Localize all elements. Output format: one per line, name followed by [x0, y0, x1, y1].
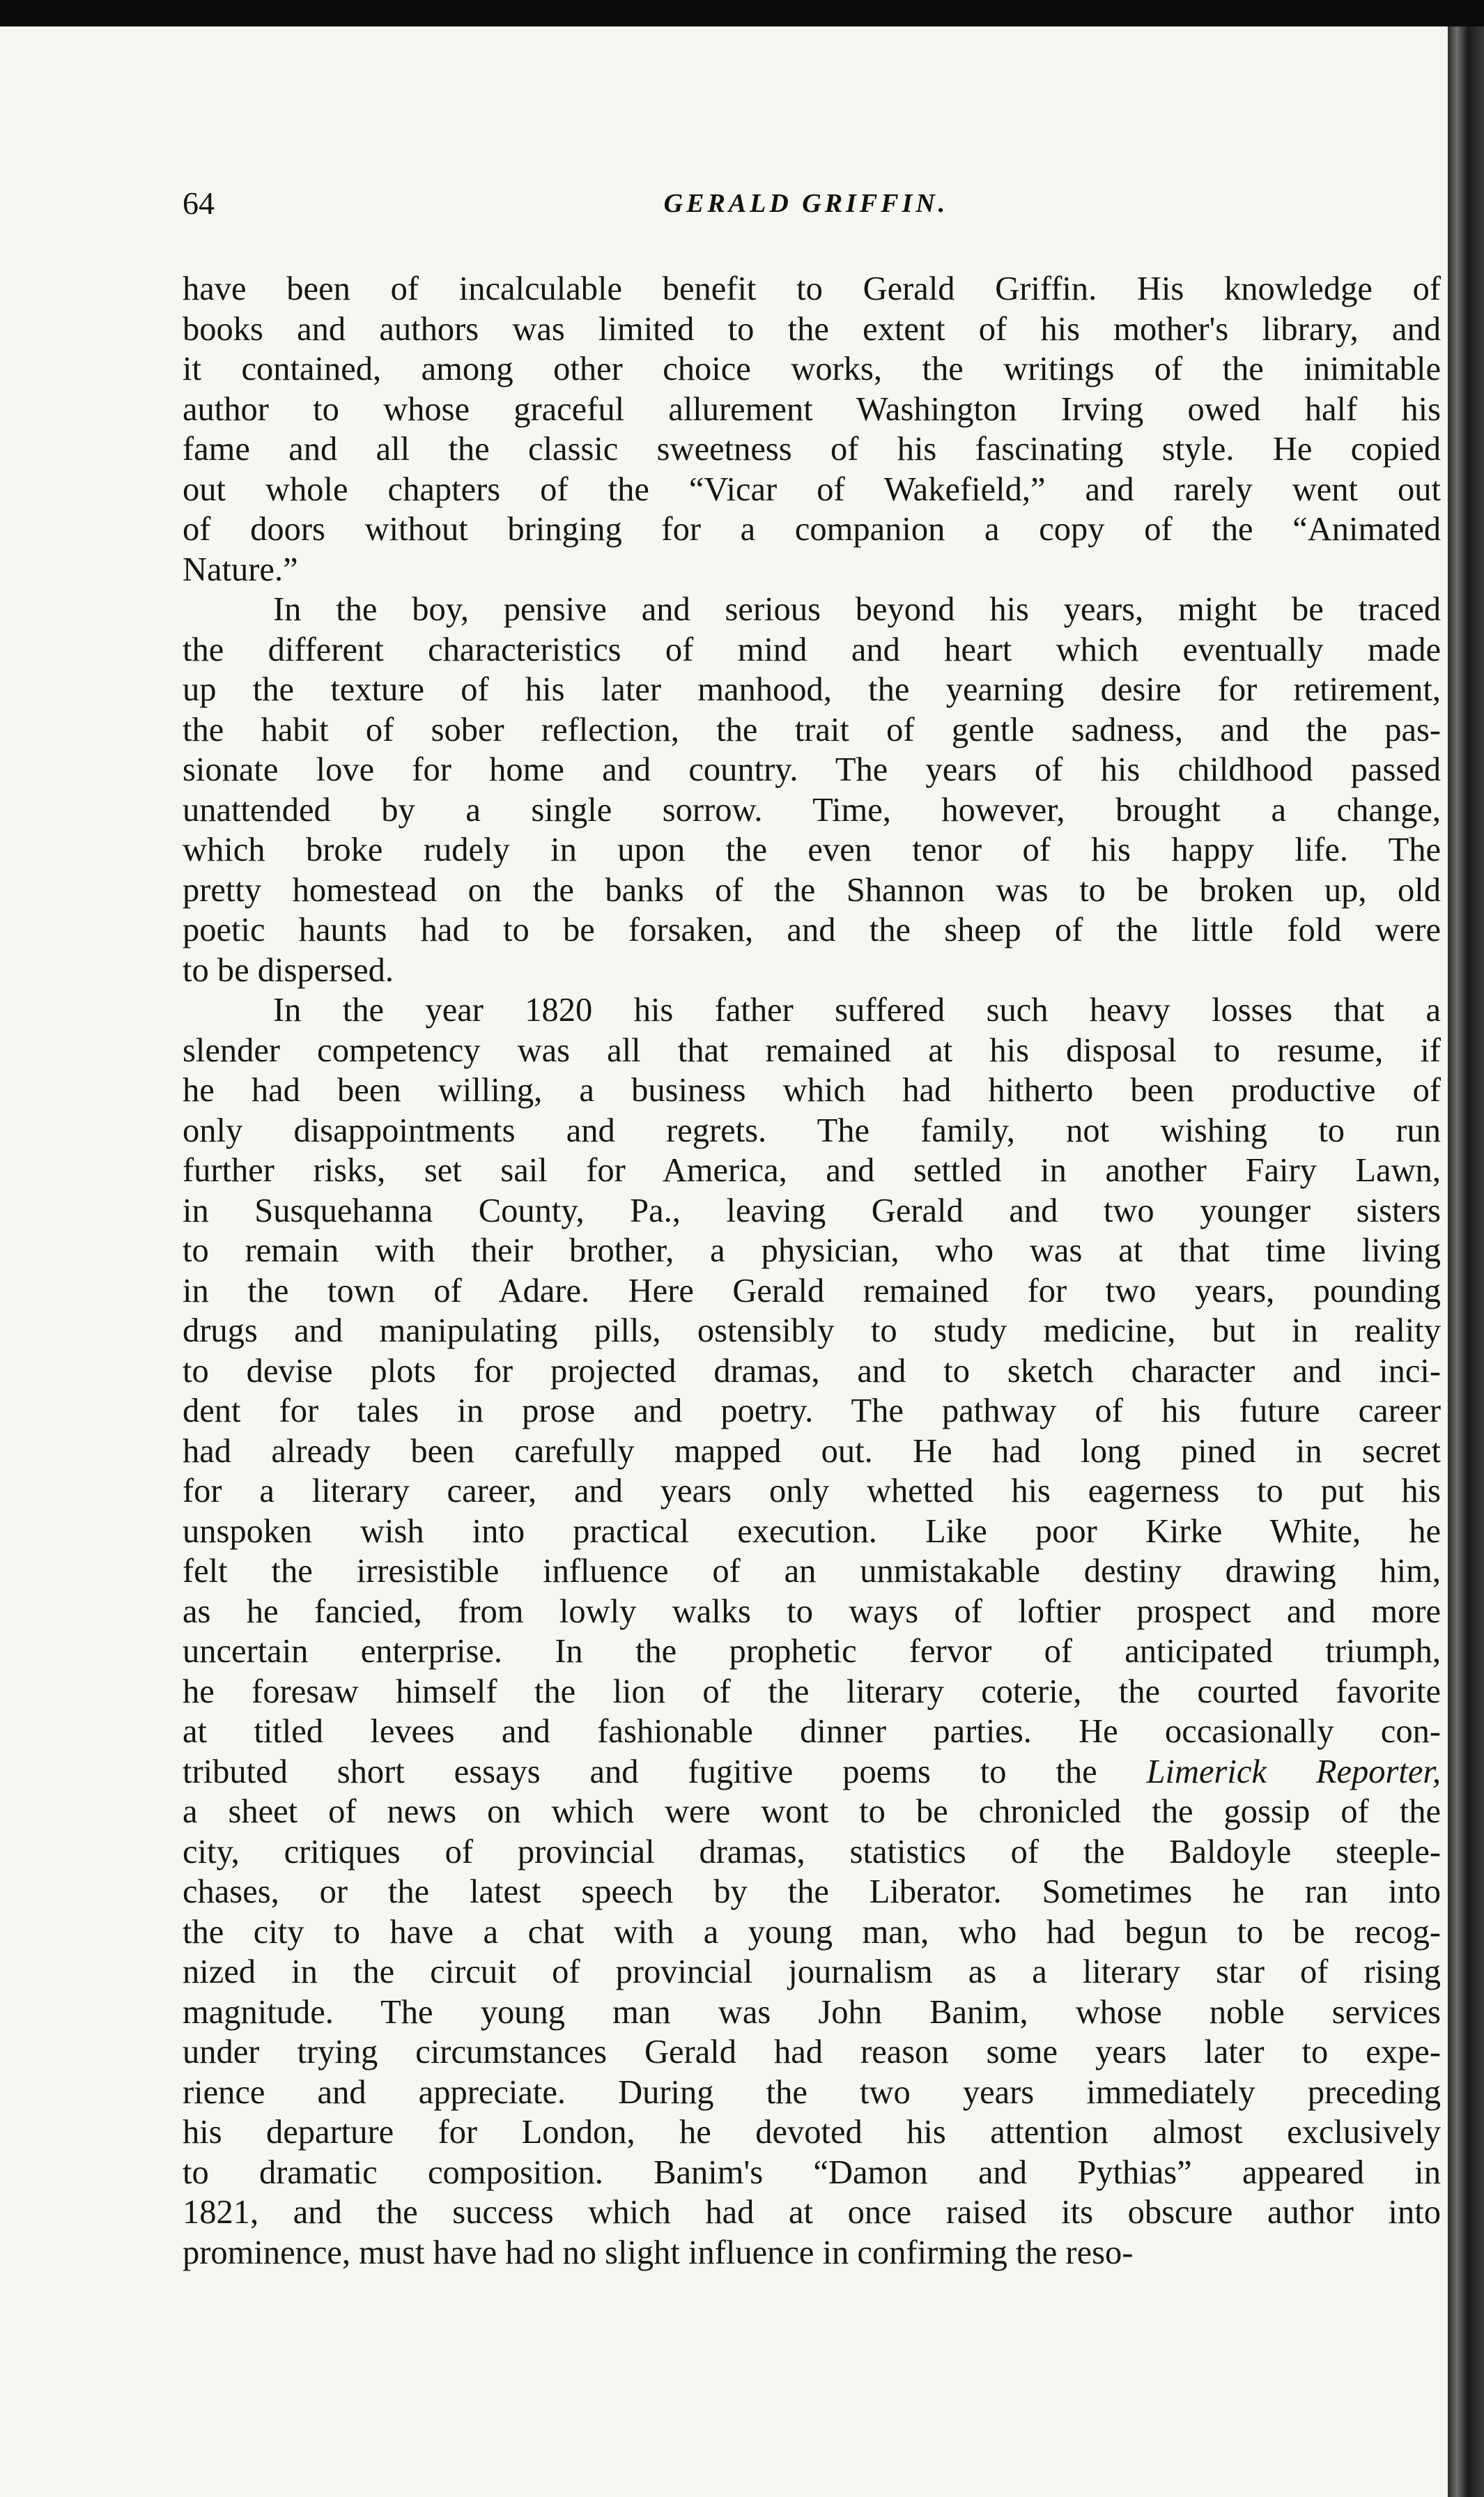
text-line: city, critiques of provincial dramas, statistics of the Baldoyle steeple- — [183, 1833, 1441, 1870]
text-line: author to whose graceful allurement Washington Irving owed half his — [183, 390, 1441, 428]
text-line: to be dispersed. — [183, 951, 394, 989]
text-line: drugs and manipulating pills, ostensibly to study medicine, but in reality — [183, 1312, 1441, 1349]
text-line: the city to have a chat with a young man, who had begun to be recog- — [183, 1913, 1441, 1951]
text-line: have been of incalculable benefit to Gerald Griffin. His knowledge of — [183, 270, 1441, 307]
text-line: in the town of Adare. Here Gerald remained for two years, pounding — [183, 1272, 1441, 1309]
paragraph — [183, 590, 1441, 990]
text-line: In the boy, pensive and serious beyond his years, might be traced — [273, 591, 1441, 628]
text-line: books and authors was limited to the extent of his mother's library, and — [183, 310, 1441, 348]
text-line: under trying circumstances Gerald had reason some years later to expe- — [183, 2034, 1441, 2070]
text-line: up the texture of his later manhood, the yearning desire for retirement, — [183, 671, 1441, 708]
text-line: in Susquehanna County, Pa., leaving Gerald and two younger sisters — [183, 1192, 1441, 1229]
text-line: it contained, among other choice works, the writings of the inimitable — [183, 351, 1441, 387]
text-line: had already been carefully mapped out. He had long pined in secret — [183, 1432, 1441, 1470]
text-line: magnitude. The young man was John Banim, whose noble services — [183, 1993, 1441, 2031]
text-line: the habit of sober reflection, the trait of gentle sadness, and the pas- — [183, 711, 1441, 748]
text-line: to dramatic composition. Banim's “Damon and Pythias” appeared in — [183, 2153, 1441, 2191]
text-line: unattended by a single sorrow. Time, however, brought a change, — [183, 791, 1441, 829]
text-line: a sheet of news on which were wont to be chronicled the gossip of the — [183, 1793, 1441, 1830]
text-line: fame and all the classic sweetness of his fascinating style. He copied — [183, 431, 1441, 468]
text-line: further risks, set sail for America, and settled in another Fairy Lawn, — [183, 1152, 1441, 1189]
text-line: to devise plots for projected dramas, and to sketch character and inci- — [183, 1352, 1441, 1390]
text-line: pretty homestead on the banks of the Shannon was to be broken up, old — [183, 871, 1441, 909]
paragraph — [183, 990, 1441, 2273]
text-line: at titled levees and fashionable dinner parties. He occasionally con- — [183, 1713, 1441, 1750]
text-line: the different characteristics of mind and heart which eventually made — [183, 631, 1441, 668]
text-line: In the year 1820 his father suffered such heavy losses that a — [273, 992, 1441, 1029]
text-line: 1821, and the success which had at once raised its obscure author into — [183, 2194, 1441, 2231]
text-line: of doors without bringing for a companion a copy of the “Animated — [183, 511, 1441, 548]
text-line: sionate love for home and country. The years of his childhood passed — [183, 751, 1441, 788]
page-edge-shadow — [1448, 26, 1484, 2497]
text-line: only disappointments and regrets. The family, not wishing to run — [183, 1112, 1441, 1149]
text-line: his departure for London, he devoted his attention almost exclusively — [183, 2114, 1441, 2151]
text-line: chases, or the latest speech by the Liberator. Sometimes he ran into — [183, 1873, 1441, 1910]
text-line: slender competency was all that remained at his disposal to resume, if — [183, 1031, 1441, 1069]
text-line: tributed short essays and fugitive poems to the Limerick Reporter, — [183, 1753, 1441, 1790]
running-head: GERALD GRIFFIN. — [663, 189, 949, 218]
body-text — [183, 269, 1441, 2360]
text-line: out whole chapters of the “Vicar of Wakefield,” and rarely went out — [183, 470, 1441, 508]
text-line: nized in the circuit of provincial journalism as a literary star of rising — [183, 1953, 1441, 1990]
text-line: to remain with their brother, a physician, who was at that time living — [183, 1232, 1441, 1269]
page-header — [183, 183, 1430, 224]
text-line: Nature.” — [183, 551, 298, 588]
text-line: poetic haunts had to be forsaken, and the sheep of the little fold were — [183, 912, 1441, 948]
text-line: uncertain enterprise. In the prophetic fervor of anticipated triumph, — [183, 1633, 1441, 1670]
text-line: dent for tales in prose and poetry. The pathway of his future career — [183, 1392, 1441, 1429]
text-line: for a literary career, and years only whetted his eagerness to put his — [183, 1473, 1441, 1509]
text-line: as he fancied, from lowly walks to ways of loftier prospect and more — [183, 1592, 1441, 1630]
paragraph — [183, 269, 1441, 590]
text-line: he had been willing, a business which had hitherto been productive of — [183, 1072, 1441, 1109]
italic-text: Limerick Reporter, — [1146, 1753, 1441, 1790]
text-line: unspoken wish into practical execution. Like poor Kirke White, he — [183, 1512, 1441, 1550]
text-line: prominence, must have had no slight influence in confirming the reso- — [183, 2234, 1134, 2271]
text-line: rience and appreciate. During the two years immediately preceding — [183, 2073, 1441, 2111]
text-line: felt the irresistible influence of an unmistakable destiny drawing him, — [183, 1553, 1441, 1590]
page-number: 64 — [183, 185, 215, 221]
text-line: which broke rudely in upon the even tenor of his happy life. The — [183, 831, 1441, 868]
text-line: he foresaw himself the lion of the literary coterie, the courted favorite — [183, 1673, 1441, 1710]
